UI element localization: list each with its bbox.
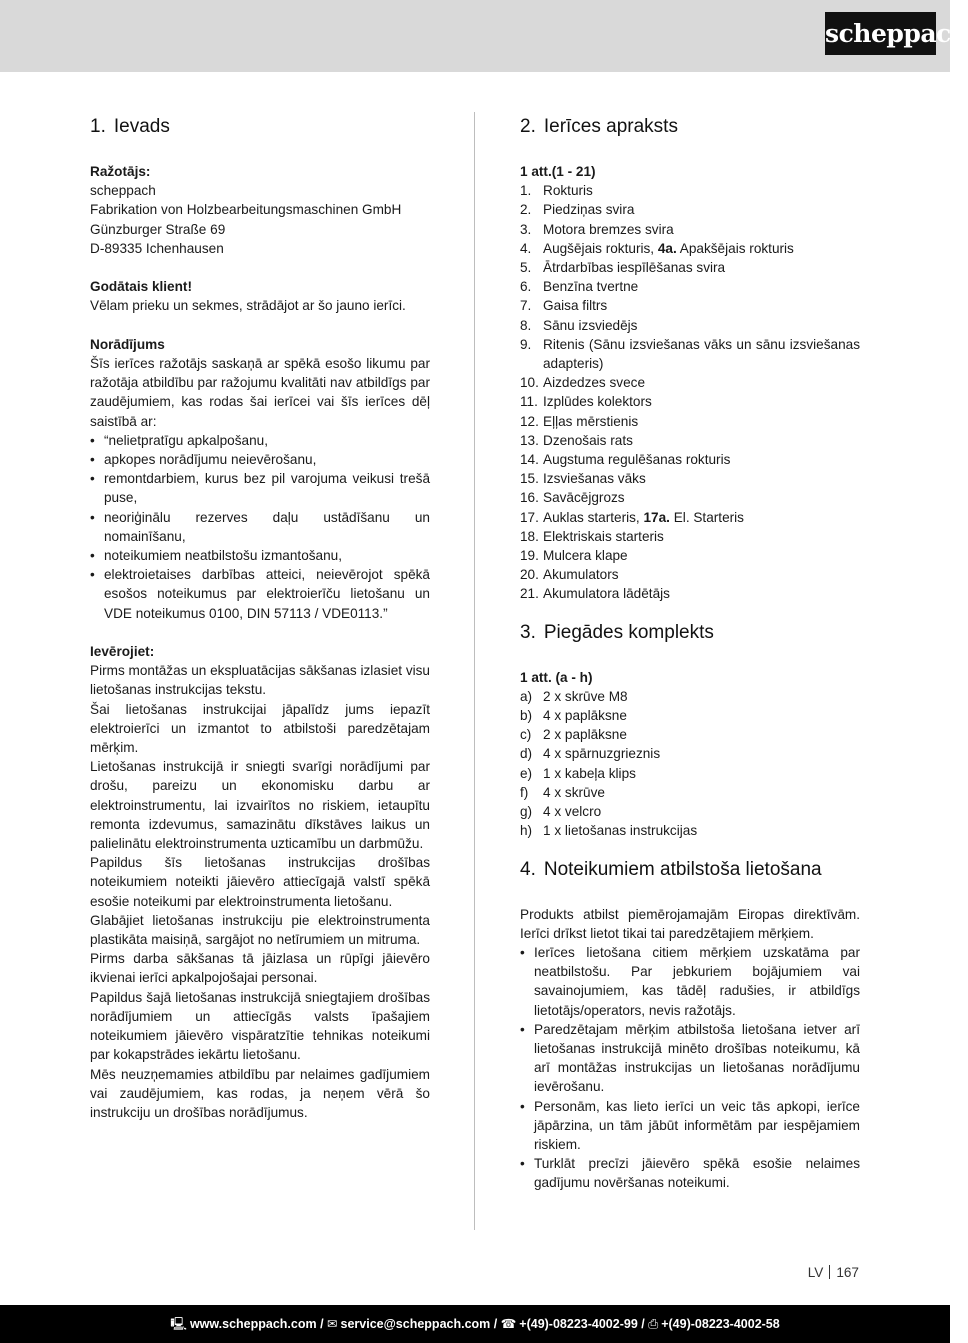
section-3-heading: 3. Piegādes komplekts	[520, 621, 714, 643]
list-item: 20. Akumulators	[520, 567, 619, 583]
list-item: 15. Izsviešanas vāks	[520, 471, 646, 487]
list-item: 5. Ātrdarbības iespīlēšanas svira	[520, 260, 726, 276]
column-divider	[474, 112, 475, 1230]
observe-paragraph: Pirms darba sākšanas tā jāizlasa un rūpīgi jāievēro ikvienai ierīci apkalpojošajai personai.	[90, 951, 430, 986]
list-item: • neoriģinālu rezerves daļu ustādīšanu un nomainīšanu,	[90, 508, 430, 546]
list-item: 10. Aizdedzes svece	[520, 375, 646, 391]
list-item: 3. Motora bremzes svira	[520, 221, 674, 237]
phone-icon: ☎	[500, 1317, 517, 1331]
list-item: f) 4 x skrūve	[520, 784, 605, 800]
list-item: 6. Benzīna tvertne	[520, 279, 639, 295]
delivery-list	[520, 687, 860, 841]
observe-paragraph: Lietošanas instrukcijā ir sniegti svarīgi norādījumi par drošu, pareizu un ekonomisku darbu ar elektroinstrumentu, lai izvairītos no riskiem, ietaupītu remonta izdevumus, samazinātu dīkstāves laikus un palielinātu elektroinstrumenta uzticamību un darbmūžu.	[90, 759, 430, 852]
list-item: 16. Savācējgrozs	[520, 490, 625, 506]
email-link[interactable]: service@scheppach.com	[340, 1317, 491, 1331]
list-item: h) 1 x lietošanas instrukcijas	[520, 823, 698, 839]
client-text: Vēlam prieku un sekmes, strādājot ar šo jauno ierīci.	[90, 298, 406, 314]
list-item: 7. Gaisa filtrs	[520, 298, 608, 314]
section-4-intro: Produkts atbilst piemērojamajām Eiropas direktīvām. Ierīci drīkst lietot tikai tai paredzētajiem mērķiem.	[520, 906, 860, 941]
usage-list	[520, 943, 860, 1193]
list-item: b) 4 x paplāksne	[520, 708, 627, 724]
list-item: 12. Eļļas mērstienis	[520, 413, 639, 429]
list-item: 17. Auklas starteris, 17a. El. Starteris	[520, 509, 744, 525]
list-item: 14. Augstuma regulēšanas rokturis	[520, 452, 731, 468]
mail-icon: ✉	[327, 1317, 338, 1331]
list-item: • noteikumiem neatbilstošu izmantošanu,	[90, 546, 430, 565]
list-item: • Paredzētajam mērķim atbilstoša lietošana ietver arī lietošanas instrukcijā minēto drošības noteikumu, kā arī montāžas instrukcijas un lietošanas norādījumu ievērošanu.	[520, 1020, 860, 1097]
observe-paragraph: Papildus šajā lietošanas instrukcijā sniegtajiem drošības norādījumiem un attiecīgās valsts īpašajiem noteikumiem jāievēro vispāratzītie tehnikas noteikumi par kokapstrādes iekārtu lietošanu.	[90, 989, 430, 1063]
list-item: 2. Piedziņas svira	[520, 202, 635, 218]
observe-paragraph: Glabājiet lietošanas instrukciju pie elektroinstrumenta plastikāta maisiņā, sargājot no netīrumiem un mitruma.	[90, 912, 430, 948]
list-item: • “nelietpratīgu apkalpošanu,	[90, 431, 430, 450]
list-item: g) 4 x velcro	[520, 804, 602, 820]
parts-list	[520, 181, 860, 603]
list-item: d) 4 x spārnuzgrieznis	[520, 746, 661, 762]
notes-list	[90, 431, 430, 623]
list-item: 19. Mulcera klape	[520, 548, 628, 564]
manufacturer-label: Ražotājs:	[90, 164, 151, 179]
left-column	[90, 114, 430, 1122]
list-item: • apkopes norādījumu neievērošanu,	[90, 450, 430, 469]
list-item: 18. Elektriskais starteris	[520, 528, 664, 544]
observe-label: Ievērojiet:	[90, 644, 155, 660]
fax-number: +(49)-08223-4002-58	[661, 1317, 780, 1331]
list-item: 1. Rokturis	[520, 183, 593, 199]
observe-paragraph: Mēs neuzņemamies atbildību par nelaimes gadījumiem vai zaudējumiem, kas rodas, ja neņem vērā šo instrukciju un drošības norādījumus.	[90, 1066, 430, 1120]
address-line: Fabrikation von Holzbearbeitungsmaschinen GmbH	[90, 202, 402, 218]
address-line: scheppach	[90, 183, 156, 199]
section-4-heading: 4. Noteikumiem atbilstoša lietošana	[520, 858, 822, 880]
list-item: • elektroietaises darbības atteici, neievērojot spēkā esošos noteikumus par elektroierīču lietošanu un VDE noteikumus 0100, DIN 57113 / VDE0113.”	[90, 565, 430, 623]
list-item: 13. Dzenošais rats	[520, 432, 633, 448]
list-item: 21. Akumulatora lādētājs	[520, 586, 670, 602]
list-item: a) 2 x skrūve M8	[520, 688, 628, 704]
client-label: Godātais klient!	[90, 279, 192, 295]
right-column	[520, 114, 860, 1193]
list-item: • Ierīces lietošana citiem mērķiem uzskatāma par neatbilstošu. Par jebkuriem bojājumiem vai savainojumiem, kas tādēļ radušies, ir atbildīgs lietotājs/operators, nevis ražotājs.	[520, 943, 860, 1020]
list-item: e) 1 x kabeļa klips	[520, 765, 636, 781]
observe-paragraph: Papildus šīs lietošanas instrukcijas drošības noteikumiem noteikti jāievēro attiecīgajā valstī spēkā esošie noteikumi par elektroinstrumenta lietošanu.	[90, 855, 430, 909]
footer-bar: 🖳 www.scheppach.com / ✉ service@scheppach.com / ☎ +(49)-08223-4002-99 / ⎙ +(49)-08223-4002-58	[0, 1305, 950, 1343]
fax-icon: ⎙	[648, 1317, 659, 1331]
figure-reference: 1 att.(1 - 21)	[520, 164, 596, 179]
header-bar	[0, 0, 968, 72]
figure-reference: 1 att. (a - h)	[520, 669, 593, 685]
address-line: D-89335 Ichenhausen	[90, 240, 224, 256]
page-number: LV 167	[807, 1265, 859, 1280]
list-item: c) 2 x paplāksne	[520, 727, 627, 743]
list-item: 8. Sānu izsviedējs	[520, 317, 638, 333]
observe-paragraph: Pirms montāžas un ekspluatācijas sākšanas izlasiet visu lietošanas instrukcijas tekstu.	[90, 663, 430, 698]
list-item: 4. Augšējais rokturis, 4a. Apakšējais rokturis	[520, 240, 794, 256]
phone-number: +(49)-08223-4002-99	[519, 1317, 638, 1331]
section-2-heading: 2. Ierīces apraksts	[520, 116, 678, 137]
computer-icon: 🖳	[170, 1317, 187, 1331]
notes-text: Šīs ierīces ražotājs saskaņā ar spēkā esošo likumu par ražotāja atbildību par ražojumu kvalitāti nav atbildīgs par zaudējumiem, kas rodas šai ierīcei vai šīs ierīces dēļ saistībā ar:	[90, 356, 430, 429]
observe-paragraph: Šai lietošanas instrukcijai jāpalīdz jums iepazīt elektroierīci un izmantot to atbilstoši paredzētajam mērķim.	[90, 701, 430, 756]
list-item: • remontdarbiem, kurus bez pil varojuma veikusi trešā puse,	[90, 469, 430, 507]
address-line: Günzburger Straße 69	[90, 221, 226, 237]
list-item: • Personām, kas lieto ierīci un veic tās apkopi, ierīce jāpārzina, un tām jābūt informētām par iespējamiem riskiem.	[520, 1097, 860, 1155]
list-item: • Turklāt precīzi jāievēro spēkā esošie nelaimes gadījumu novēršanas noteikumi.	[520, 1154, 860, 1192]
manufacturer-address	[90, 181, 430, 258]
list-item: 11. Izplūdes kolektors	[520, 394, 652, 410]
list-item: 9. Ritenis (Sānu izsviešanas vāks un sānu izsviešanas adapteris)	[520, 336, 860, 372]
website-link[interactable]: www.scheppach.com	[189, 1317, 317, 1331]
scheppach-logo: scheppach	[825, 12, 936, 55]
notes-label: Norādījums	[90, 336, 165, 352]
section-1-heading: 1. Ievads	[90, 116, 170, 137]
